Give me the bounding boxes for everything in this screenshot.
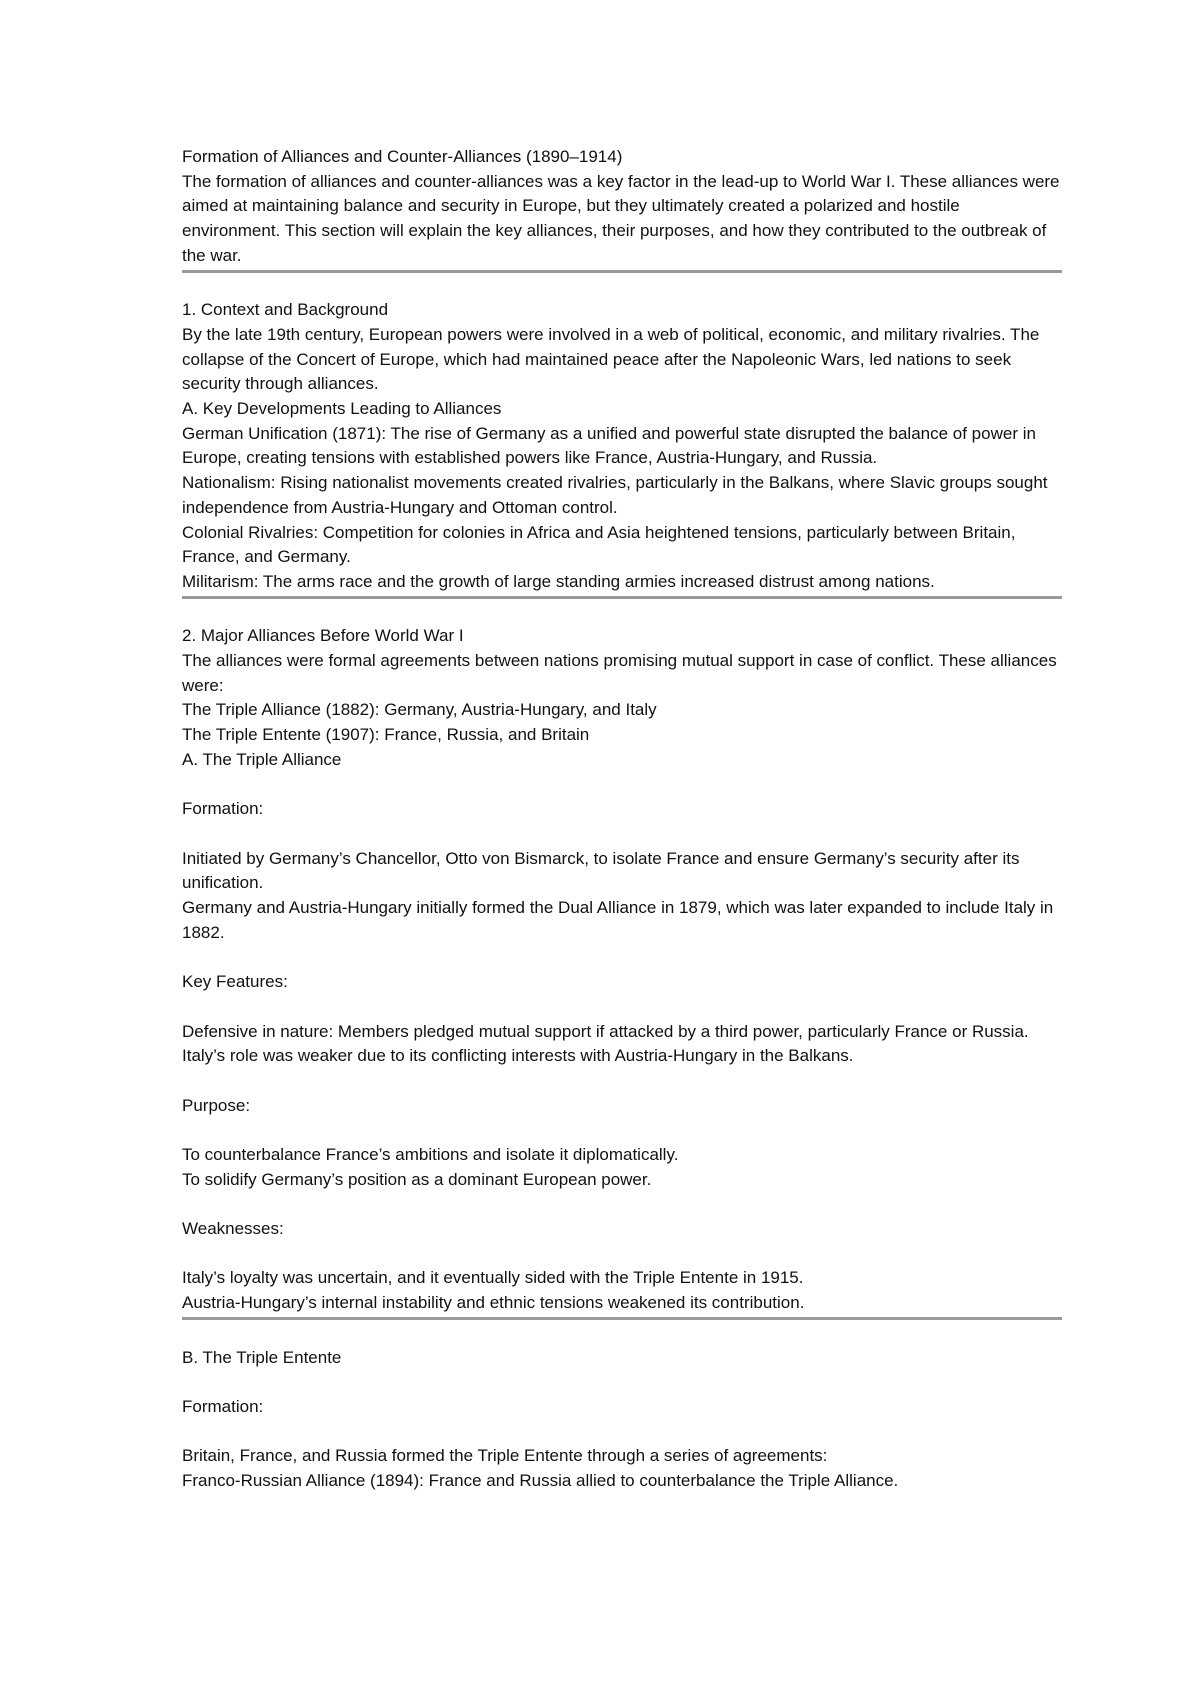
blank-line <box>182 945 1062 970</box>
list-item: Colonial Rivalries: Competition for colonies in Africa and Asia heightened tensions, particularly between Britain, France, and Germany. <box>182 522 1016 567</box>
list-item: Italy’s role was weaker due to its conflicting interests with Austria-Hungary in the Balkans. <box>182 1046 854 1066</box>
label: Formation: <box>182 799 264 819</box>
label: Weaknesses: <box>182 1219 284 1239</box>
blank-line <box>182 822 1062 847</box>
list-item: German Unification (1871): The rise of Germany as a unified and powerful state disrupted the balance of power in Europe, creating tensions with established powers like France, Austria-Hungary, and Russia. <box>182 423 1036 468</box>
list-item: Germany and Austria-Hungary initially formed the Dual Alliance in 1879, which was later expanded to include Italy in 1882. <box>182 898 1054 942</box>
label: Formation: <box>182 1396 264 1416</box>
list-item: Austria-Hungary’s internal instability and ethnic tensions weakened its contribution. <box>182 1293 805 1313</box>
subsection-heading: A. The Triple Alliance <box>182 749 342 769</box>
subsection-heading: A. Key Developments Leading to Alliances <box>182 399 502 419</box>
blank-line <box>182 1118 1062 1143</box>
intro-paragraph: The formation of alliances and counter-alliances was a key factor in the lead-up to World War I. These alliances were aimed at maintaining balance and security in Europe, but they ultimately created a polarized and hostile environment. This section will explain the key alliances, their purposes, and how they contributed to the outbreak of the war. <box>182 171 1060 265</box>
entente-section <box>182 1346 1062 1494</box>
label: Key Features: <box>182 972 288 992</box>
blank-line <box>182 1420 1062 1445</box>
blank-line <box>182 1370 1062 1395</box>
blank-line <box>182 1192 1062 1217</box>
list-item: Militarism: The arms race and the growth of large standing armies increased distrust among nations. <box>182 571 935 591</box>
context-section <box>182 298 1062 594</box>
horizontal-rule <box>182 270 1062 273</box>
list-item: Franco-Russian Alliance (1894): France and Russia allied to counterbalance the Triple Alliance. <box>182 1471 899 1491</box>
label: Purpose: <box>182 1095 251 1115</box>
blank-line <box>182 1321 1062 1346</box>
blank-line <box>182 274 1062 299</box>
list-item: To solidify Germany’s position as a dominant European power. <box>182 1169 652 1189</box>
blank-line <box>182 773 1062 798</box>
list-item: Defensive in nature: Members pledged mutual support if attacked by a third power, particularly France or Russia. <box>182 1021 1029 1041</box>
horizontal-rule <box>182 1317 1062 1320</box>
alliances-section <box>182 624 1062 1316</box>
horizontal-rule <box>182 596 1062 599</box>
document-title: Formation of Alliances and Counter-Alliances (1890–1914) <box>182 147 623 166</box>
list-item: To counterbalance France’s ambitions and isolate it diplomatically. <box>182 1145 679 1164</box>
list-item: The Triple Entente (1907): France, Russia, and Britain <box>182 725 590 745</box>
paragraph: The alliances were formal agreements between nations promising mutual support in case of conflict. These alliances were: <box>182 651 1057 695</box>
list-item: Nationalism: Rising nationalist movements created rivalries, particularly in the Balkans, where Slavic groups sought independence from Austria-Hungary and Ottoman control. <box>182 473 1048 517</box>
paragraph: By the late 19th century, European powers were involved in a web of political, economic, and military rivalries. The collapse of the Concert of Europe, which had maintained peace after the Napoleonic Wars, led nations to seek security through alliances. <box>182 324 1040 394</box>
blank-line <box>182 1242 1062 1267</box>
blank-line <box>182 1069 1062 1094</box>
section-heading: 2. Major Alliances Before World War I <box>182 626 464 646</box>
list-item: Italy’s loyalty was uncertain, and it eventually sided with the Triple Entente in 1915. <box>182 1268 804 1288</box>
section-heading: 1. Context and Background <box>182 300 389 320</box>
list-item: Britain, France, and Russia formed the Triple Entente through a series of agreements: <box>182 1446 828 1466</box>
list-item: The Triple Alliance (1882): Germany, Austria-Hungary, and Italy <box>182 700 657 720</box>
intro-section <box>182 145 1062 269</box>
blank-line <box>182 995 1062 1020</box>
subsection-heading: B. The Triple Entente <box>182 1347 342 1367</box>
list-item: Initiated by Germany’s Chancellor, Otto von Bismarck, to isolate France and ensure Germany’s security after its unification. <box>182 848 1020 893</box>
document-page <box>182 145 1062 1494</box>
blank-line <box>182 600 1062 625</box>
